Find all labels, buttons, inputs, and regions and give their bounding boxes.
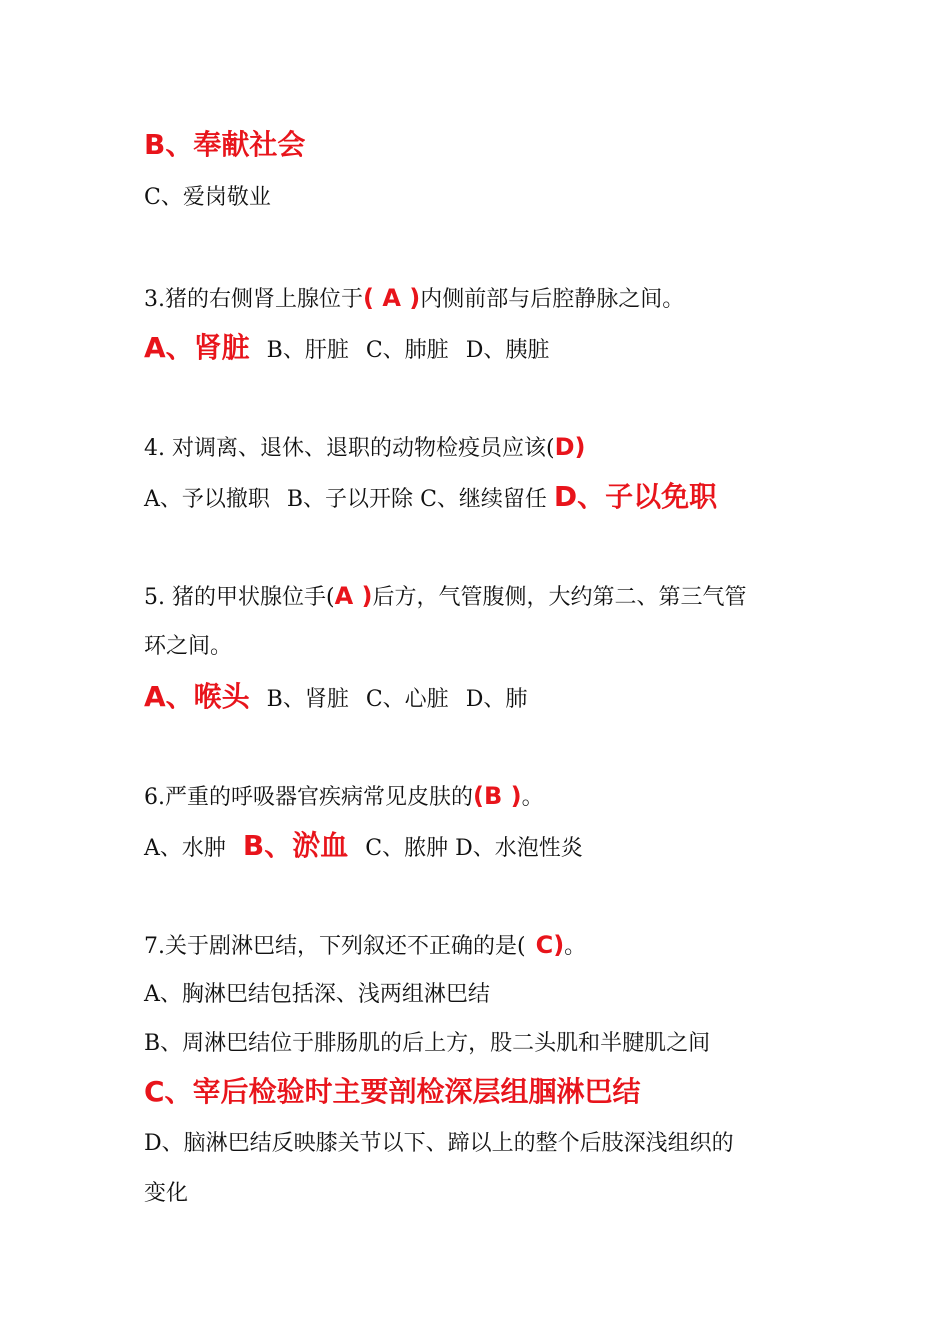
prev-option-b: [144, 130, 305, 163]
q4-options: [144, 482, 717, 515]
q4-stem: 4. 对调离、退休、退职的动物检疫员应该(D): [144, 433, 586, 461]
q6-answer: (B ): [473, 782, 522, 810]
q5-option-d: D、肺: [465, 687, 528, 712]
q5-stem: 5. 猪的甲状腺位手(A )后方，气管腹侧，大约第二、第三气管: [144, 582, 747, 610]
q6-option-d: D、水泡性炎: [455, 836, 583, 861]
q4-answer: D): [554, 433, 586, 461]
q7-stem: 7.关于剧淋巴结，下列叙还不正确的是( C)。: [144, 931, 587, 959]
q4-option-d: D、子以免职: [553, 480, 718, 513]
q5-option-a: A、喉头: [144, 680, 250, 713]
q6-option-b: B、淤血: [242, 829, 349, 862]
answer-option: B、奉献社会: [144, 128, 306, 161]
q7-option-a: A、胸淋巴结包括深、浅两组淋巴结: [144, 982, 490, 1007]
q7-option-d-line2: 变化: [144, 1181, 189, 1206]
q3-options: [144, 333, 549, 366]
q7-option-c: [144, 1077, 641, 1110]
q3-stem: 3.猪的右侧肾上腺位于( A )内侧前部与后腔静脉之间。: [144, 284, 685, 312]
prev-option-c: C、爱岗敬业: [144, 185, 271, 210]
q5-option-b: B、肾脏: [266, 687, 349, 712]
q4-option-a: A、予以撤职: [144, 487, 270, 512]
q6-option-a: A、水肿: [144, 836, 226, 861]
q5-options: [144, 682, 527, 715]
q5-stem-line2: 环之间。: [144, 634, 233, 659]
q3-answer: ( A ): [363, 284, 421, 312]
q4-option-b: B、子以开除: [286, 487, 414, 512]
q5-option-c: C、心脏: [365, 687, 449, 712]
q7-answer-option: C、宰后检验时主要剖检深层组腘淋巴结: [144, 1075, 641, 1108]
q7-answer: C): [535, 931, 565, 959]
q3-option-a: A、肾脏: [144, 331, 250, 364]
q3-option-c: C、肺脏: [365, 338, 449, 363]
q3-option-b: B、肝脏: [266, 338, 349, 363]
q6-options: [144, 831, 583, 864]
q6-stem: 6.严重的呼吸器官疾病常见皮肤的(B )。: [144, 782, 544, 810]
q3-option-d: D、胰脏: [465, 338, 550, 363]
q6-option-c: C、脓肿: [365, 836, 449, 861]
q7-option-b: B、周淋巴结位于腓肠肌的后上方，股二头肌和半腱肌之间: [144, 1031, 711, 1056]
q7-option-d-line1: D、脑淋巴结反映膝关节以下、蹄以上的整个后肢深浅组织的: [144, 1131, 734, 1156]
q5-answer: A ): [334, 582, 373, 610]
q4-option-c: C、继续留任: [420, 487, 547, 512]
